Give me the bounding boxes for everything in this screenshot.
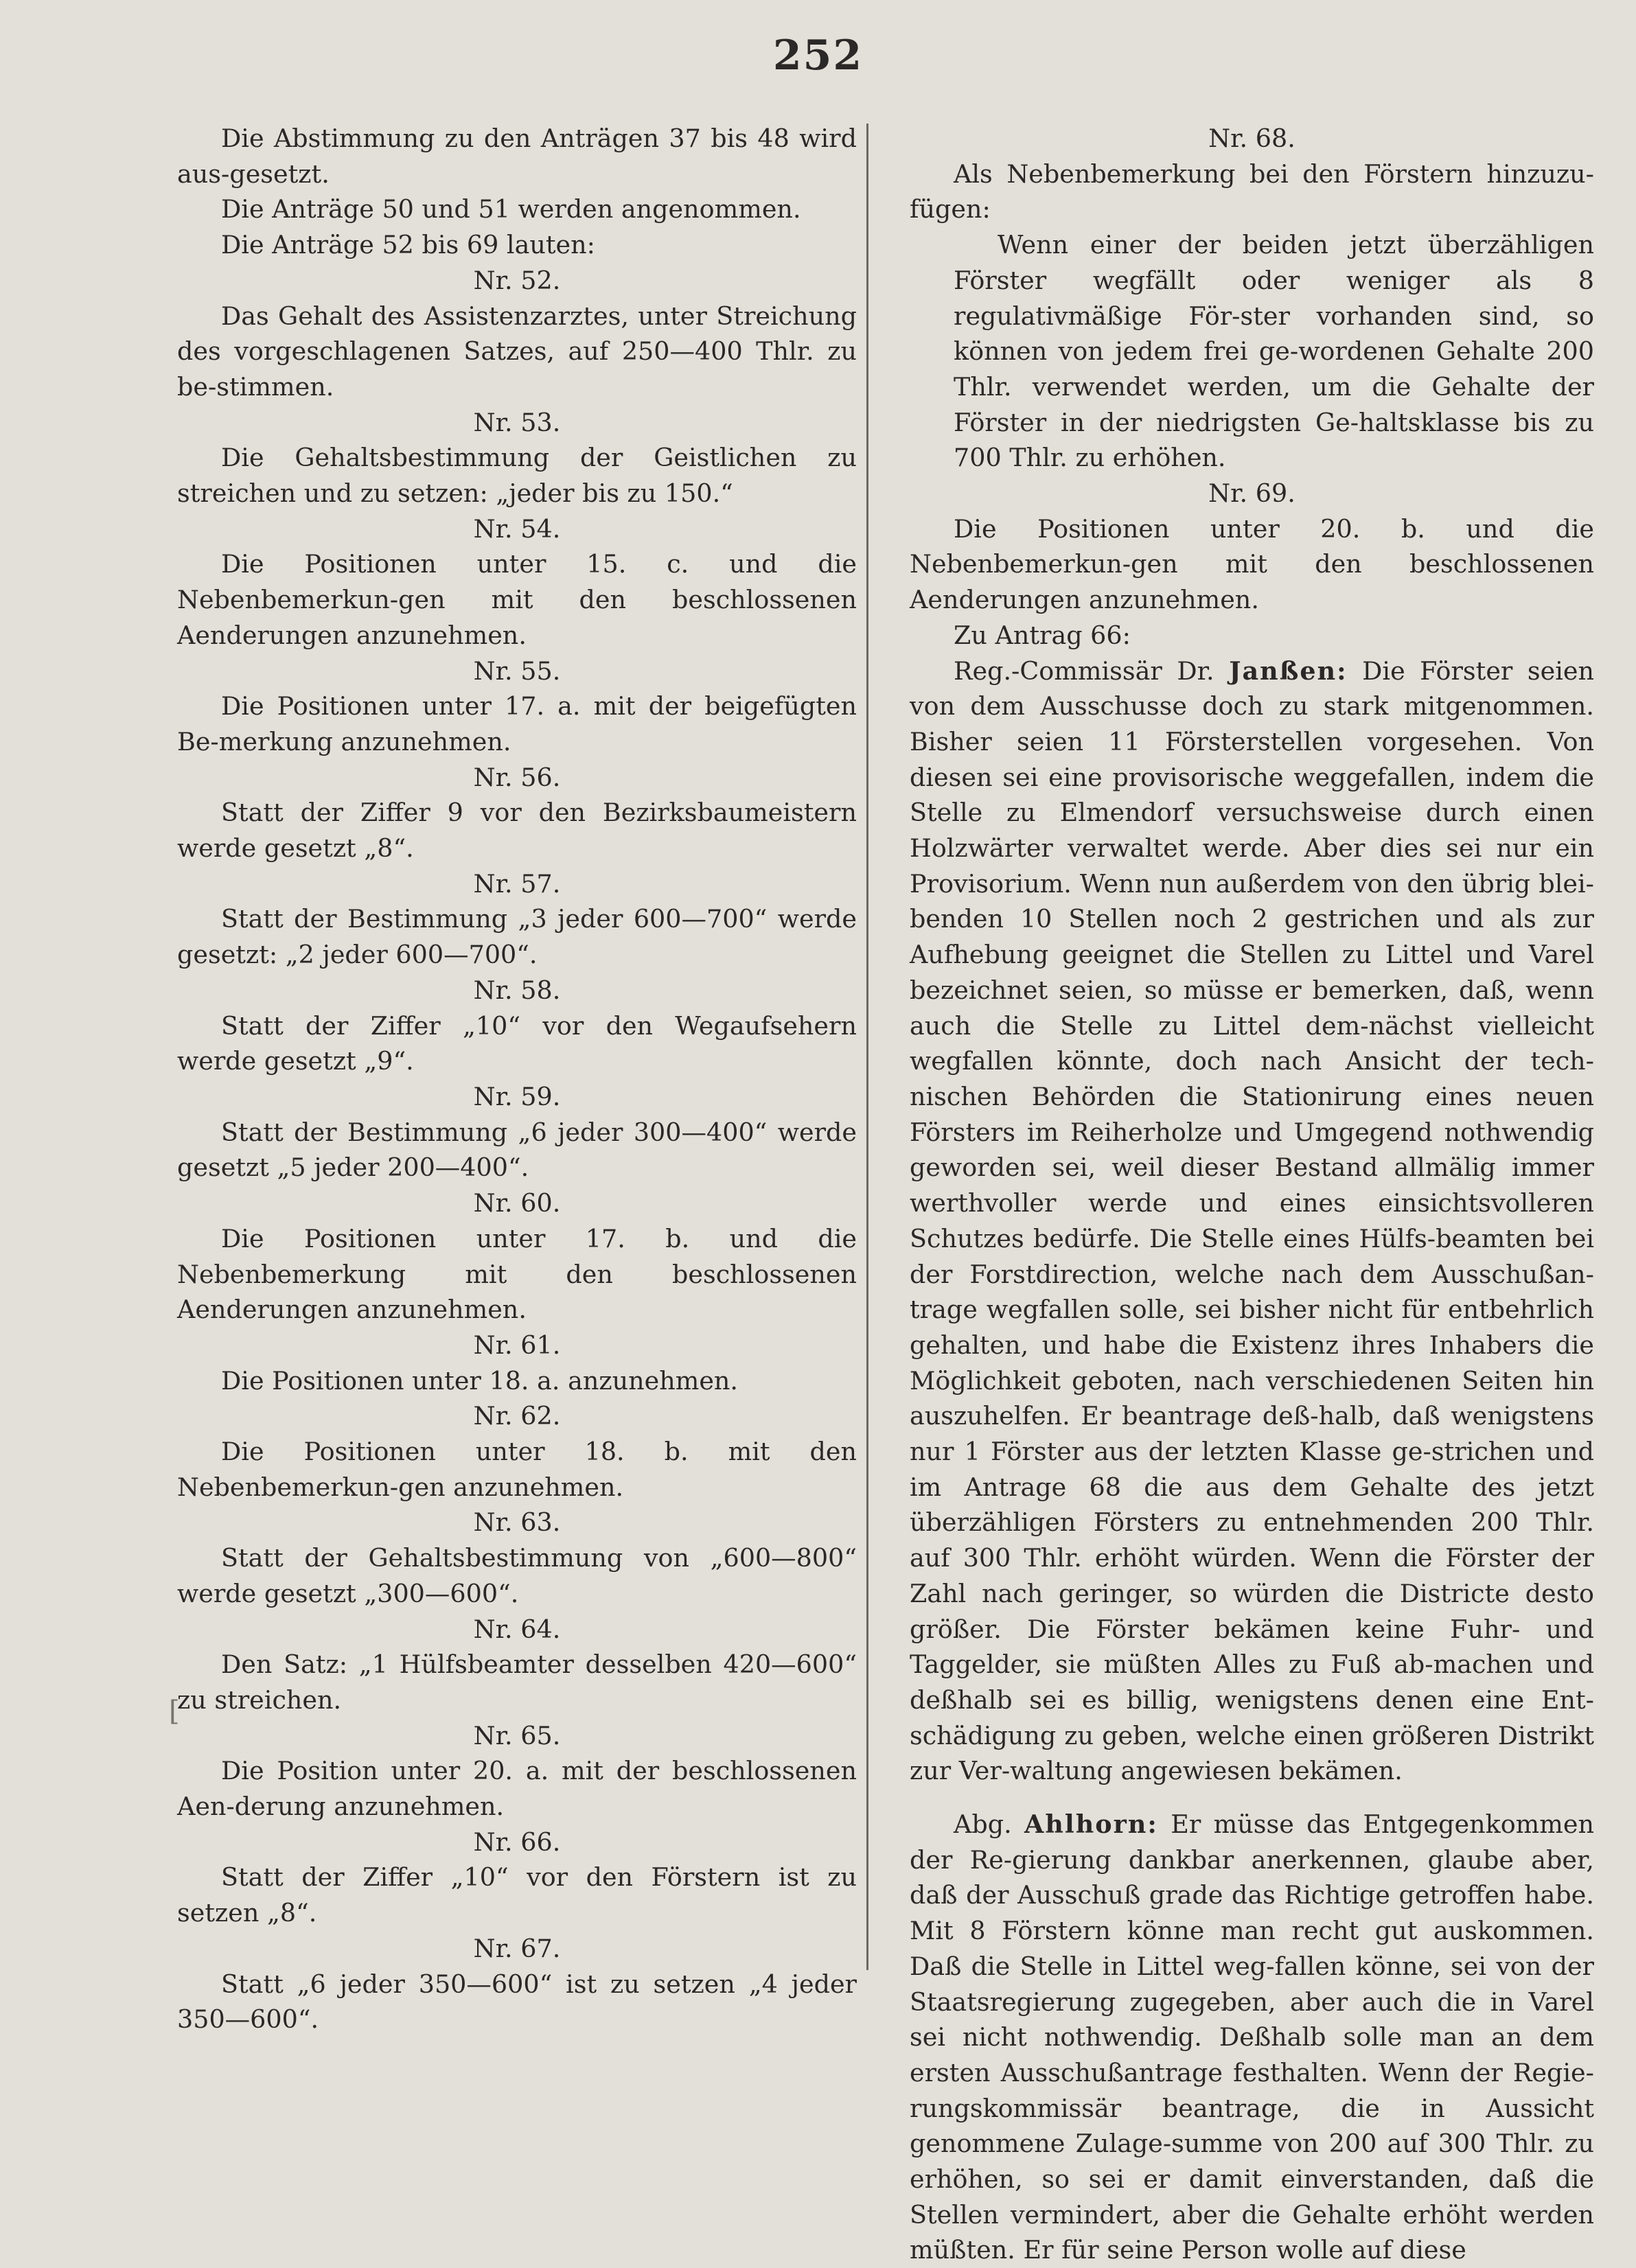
heading-nr-54: Nr. 54.	[473, 513, 561, 544]
heading-nr-58: Nr. 58.	[473, 975, 561, 1005]
motion-text-58: Statt der Ziffer „10“ vor den Wegaufsehern werde gesetzt „9“.	[177, 1010, 857, 1076]
heading-nr-64: Nr. 64.	[473, 1614, 561, 1644]
motion-text-55: Die Positionen unter 17. a. mit der beigefügten Be-merkung anzunehmen.	[177, 691, 857, 756]
speech-text-janssen: Die Förster seien von dem Ausschusse doch zu stark mitgenommen. Bisher seien 11 Försterstellen vorgesehen. Von diesen sei eine provisorische weggefallen, indem die Stelle zu Elmendorf versuchsweise durch einen Holzwärter verwaltet werde. Aber dies sei nur ein Provisorium. Wenn nun außerdem von den übrig blei-benden 10 Stellen noch 2 gestrichen und als zur Aufhebung geeignet die Stellen zu Littel und Varel bezeichnet seien, so müsse er bemerken, daß, wenn auch die Stelle zu Littel dem-nächst vielleicht wegfallen könnte, doch nach Ansicht der tech-nischen Behörden die Stationirung eines neuen Försters im Reiherholze und Umgegend nothwendig geworden sei, weil dieser Bestand allmälig immer werthvoller werde und eines einsichtsvolleren Schutzes bedürfe. Die Stelle eines Hülfs-beamten bei der Forstdirection, welche nach dem Ausschußan-trage wegfallen solle, sei bisher nicht für entbehrlich gehalten, und habe die Existenz ihres Inhabers die Möglichkeit geboten, nach verschiedenen Seiten hin auszuhelfen. Er beantrage deß-halb, daß wenigstens nur 1 Förster aus der letzten Klasse ge-strichen und im Antrage 68 die aus dem Gehalte des jetzt überzähligen Försters zu entnehmenden 200 Thlr. auf 300 Thlr. erhöht würden. Wenn die Förster der Zahl nach geringer, so würden die Districte desto größer. Die Förster bekämen keine Fuhr- und Taggelder, sie müßten Alles zu Fuß ab-machen und deßhalb sei es billig, wenigstens denen eine Ent-schädigung zu geben, welche einen größeren Distrikt zur Ver-waltung angewiesen bekämen.	[910, 656, 1595, 1786]
heading-nr-60: Nr. 60.	[473, 1188, 561, 1218]
left-column	[177, 121, 857, 2037]
paragraph-gap	[910, 1789, 1594, 1807]
heading-nr-55: Nr. 55.	[473, 656, 561, 686]
heading-nr-57: Nr. 57.	[473, 868, 561, 899]
motion-text-57: Statt der Bestimmung „3 jeder 600—700“ werde gesetzt: „2 jeder 600—700“.	[177, 904, 857, 970]
motion-text-68-quote: Wenn einer der beiden jetzt überzähligen Förster wegfällt oder weniger als 8 regulativmäßige För-ster vorhanden sind, so können von jedem frei ge-wordenen Gehalte 200 Thlr. verwendet werden, um die Gehalte der Förster in der niedrigsten Ge-haltsklasse bis zu 700 Thlr. zu erhöhen.	[954, 230, 1594, 473]
heading-nr-67: Nr. 67.	[473, 1933, 561, 1963]
heading-nr-68: Nr. 68.	[1208, 124, 1295, 153]
motion-text-68-intro: Als Nebenbemerkung bei den Förstern hinzuzu-fügen:	[910, 159, 1594, 224]
paragraph-antraege-52-69: Die Anträge 52 bis 69 lauten:	[221, 230, 595, 260]
motion-text-53: Die Gehaltsbestimmung der Geistlichen zu streichen und zu setzen: „jeder bis zu 150.“	[177, 443, 857, 509]
motion-text-59: Statt der Bestimmung „6 jeder 300—400“ werde gesetzt „5 jeder 200—400“.	[177, 1117, 857, 1183]
motion-text-65: Die Position unter 20. a. mit der beschlossenen Aen-derung anzunehmen.	[177, 1756, 857, 1822]
motion-text-61: Die Positionen unter 18. a. anzunehmen.	[221, 1365, 739, 1396]
motion-text-67: Statt „6 jeder 350—600“ ist zu setzen „4 jeder 350—600“.	[177, 1969, 857, 2035]
heading-nr-65: Nr. 65.	[473, 1720, 561, 1750]
motion-text-60: Die Positionen unter 17. b. und die Nebenbemerkung mit den beschlossenen Aenderungen anzunehmen.	[177, 1223, 857, 1325]
heading-nr-66: Nr. 66.	[473, 1827, 561, 1857]
heading-nr-59: Nr. 59.	[473, 1081, 561, 1111]
margin-mark: [	[169, 1696, 180, 1727]
motion-text-69: Die Positionen unter 20. b. und die Nebenbemerkun-gen mit den beschlossenen Aenderungen anzunehmen.	[910, 513, 1594, 615]
heading-nr-52: Nr. 52.	[473, 265, 561, 295]
right-column	[910, 121, 1594, 2268]
heading-nr-63: Nr. 63.	[473, 1507, 561, 1538]
paragraph-abstimmung: Die Abstimmung zu den Anträgen 37 bis 48 wird aus-gesetzt.	[177, 124, 857, 189]
speaker-title: Reg.-Commissär Dr.	[954, 656, 1214, 686]
heading-nr-56: Nr. 56.	[473, 762, 561, 792]
antrag-66-heading: Zu Antrag 66:	[954, 620, 1131, 650]
heading-nr-69: Nr. 69.	[1208, 478, 1295, 509]
motion-text-66: Statt der Ziffer „10“ vor den Förstern ist zu setzen „8“.	[177, 1862, 857, 1928]
speaker-name-janssen: Janßen:	[1229, 656, 1348, 686]
motion-text-54: Die Positionen unter 15. c. und die Nebenbemerkun-gen mit den beschlossenen Aenderungen anzunehmen.	[177, 549, 857, 650]
speech-text-ahlhorn: Er müsse das Entgegenkommen der Re-gierung dankbar anerkennen, glaube aber, daß der Ausschuß grade das Richtige getroffen habe. Mit 8 Förstern könne man recht gut auskommen. Daß die Stelle in Littel weg-fallen könne, sei von der Staatsregierung zugegeben, aber auch die in Varel sei nicht nothwendig. Deßhalb solle man an dem ersten Ausschußantrage festhalten. Wenn der Regie-rungskommissär beantrage, die in Aussicht genommene Zulage-summe von 200 auf 300 Thlr. zu erhöhen, so sei er damit einverstanden, daß die Stellen vermindert, aber die Gehalte erhöht werden müßten. Er für seine Person wolle auf diese	[910, 1809, 1594, 2265]
motion-text-62: Die Positionen unter 18. b. mit den Nebenbemerkun-gen anzunehmen.	[177, 1437, 857, 1502]
motion-text-64: Den Satz: „1 Hülfsbeamter desselben 420—600“ zu streichen.	[177, 1650, 857, 1715]
page-number: 252	[772, 32, 864, 80]
paragraph-antraege-50-51: Die Anträge 50 und 51 werden angenommen.	[221, 194, 801, 224]
heading-nr-53: Nr. 53.	[473, 407, 561, 437]
heading-nr-61: Nr. 61.	[473, 1330, 561, 1360]
motion-text-56: Statt der Ziffer 9 vor den Bezirksbaumeistern werde gesetzt „8“.	[177, 798, 857, 864]
heading-nr-62: Nr. 62.	[473, 1401, 561, 1431]
speaker-name-ahlhorn: Ahlhorn:	[1024, 1809, 1158, 1840]
speaker-title-abg: Abg.	[954, 1809, 1012, 1840]
speech-ahlhorn	[910, 1807, 1594, 2268]
motion-text-63: Statt der Gehaltsbestimmung von „600—800“ werde gesetzt „300—600“.	[177, 1543, 857, 1608]
speech-janssen	[910, 653, 1594, 1790]
column-divider	[866, 124, 868, 1970]
motion-text-52: Das Gehalt des Assistenzarztes, unter Streichung des vorgeschlagenen Satzes, auf 250—400 Thlr. zu be-stimmen.	[177, 301, 857, 402]
